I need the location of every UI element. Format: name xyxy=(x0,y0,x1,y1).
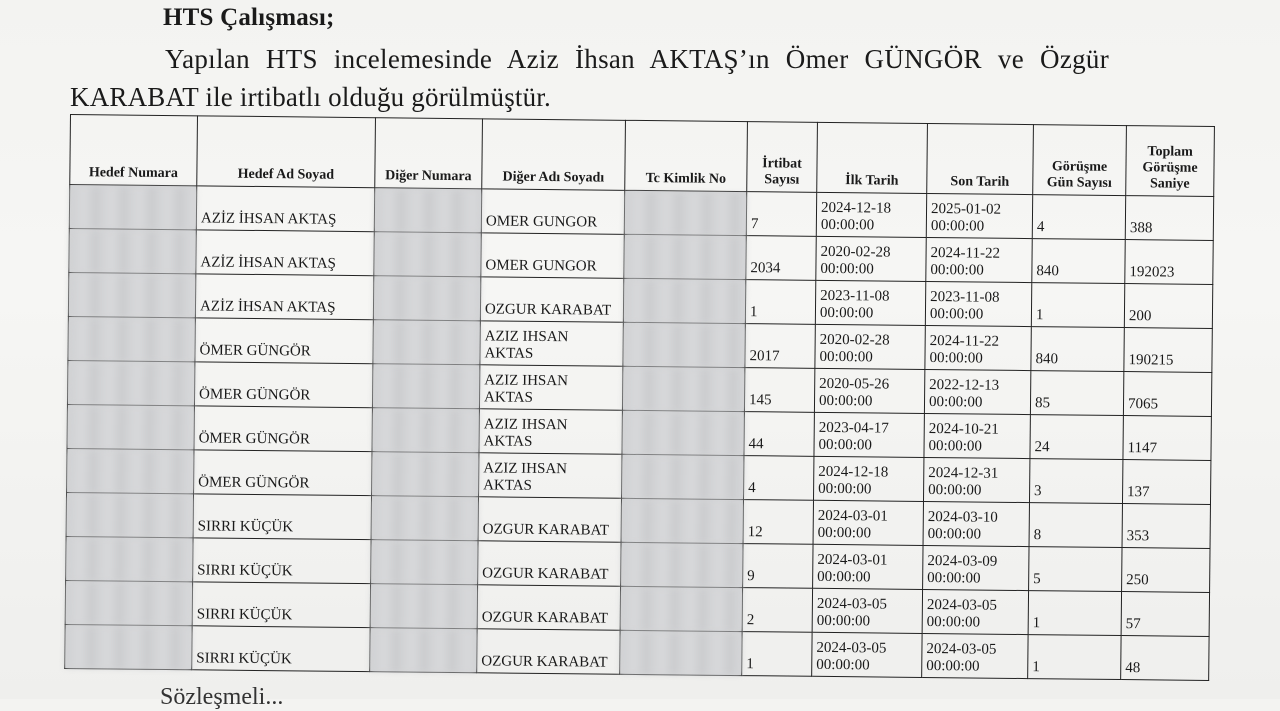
cell-gorusme-gun-sayisi: 840 xyxy=(1031,327,1124,372)
cell-diger-adi-soyadi: OZGUR KARABAT xyxy=(480,277,623,322)
paragraph-line-1: Yapılan HTS incelemesinde Aziz İhsan AKTAŞ’ın Ömer GÜNGÖR ve Özgür xyxy=(165,44,1109,74)
cell-irtibat-sayisi: 2017 xyxy=(745,324,815,369)
redacted-diger-numara xyxy=(373,320,480,365)
cell-gorusme-gun-sayisi: 1 xyxy=(1028,635,1121,680)
cell-irtibat-sayisi: 1 xyxy=(745,280,815,325)
redaction-blur xyxy=(68,319,194,361)
cell-diger-adi-soyadi: OMER GUNGOR xyxy=(481,189,624,234)
cell-son-tarih: 2024-11-22 00:00:00 xyxy=(925,325,1031,370)
cell-gorusme-gun-sayisi: 8 xyxy=(1029,503,1122,548)
redaction-blur xyxy=(621,589,742,631)
redaction-blur xyxy=(373,322,479,364)
cell-irtibat-sayisi: 9 xyxy=(743,544,813,589)
cell-hedef-ad-soyad: ÖMER GÜNGÖR xyxy=(194,450,372,496)
cell-son-tarih: 2024-03-09 00:00:00 xyxy=(923,545,1029,590)
cell-ilk-tarih: 2024-12-18 00:00:00 xyxy=(813,456,923,501)
cell-gorusme-gun-sayisi: 1 xyxy=(1031,283,1124,328)
redacted-diger-numara xyxy=(372,452,479,497)
cell-son-tarih: 2024-10-21 00:00:00 xyxy=(924,413,1030,458)
redaction-blur xyxy=(68,363,194,405)
redacted-diger-numara xyxy=(371,540,478,585)
redaction-blur xyxy=(623,369,744,411)
cell-diger-adi-soyadi: OZGUR KARABAT xyxy=(477,629,620,674)
redaction-blur xyxy=(625,193,746,235)
redaction-blur xyxy=(372,410,478,452)
cell-ilk-tarih: 2020-02-28 00:00:00 xyxy=(816,236,926,281)
cell-hedef-ad-soyad: SIRRI KÜÇÜK xyxy=(193,494,371,540)
redaction-blur xyxy=(620,633,741,675)
cell-son-tarih: 2024-03-10 00:00:00 xyxy=(923,501,1029,546)
redaction-blur xyxy=(622,457,743,499)
cell-hedef-ad-soyad: SIRRI KÜÇÜK xyxy=(192,582,370,628)
cell-diger-adi-soyadi: OZGUR KARABAT xyxy=(478,541,621,586)
cell-son-tarih: 2022-12-13 00:00:00 xyxy=(924,369,1030,414)
redacted-diger-numara xyxy=(370,584,477,629)
cell-ilk-tarih: 2020-05-26 00:00:00 xyxy=(814,368,924,413)
cell-son-tarih: 2024-03-05 00:00:00 xyxy=(922,589,1028,634)
redacted-tc-kimlik-no xyxy=(622,454,744,499)
cell-ilk-tarih: 2020-02-28 00:00:00 xyxy=(815,324,925,369)
cell-gorusme-gun-sayisi: 85 xyxy=(1030,371,1123,416)
cell-hedef-ad-soyad: AZİZ İHSAN AKTAŞ xyxy=(195,274,373,320)
redacted-diger-numara xyxy=(373,276,480,321)
redacted-tc-kimlik-no xyxy=(624,190,746,235)
redaction-blur xyxy=(66,583,192,625)
redacted-hedef-numara xyxy=(69,185,196,230)
redaction-blur xyxy=(67,451,193,493)
cell-son-tarih: 2024-03-05 00:00:00 xyxy=(922,633,1028,678)
redacted-diger-numara xyxy=(370,628,477,673)
cell-diger-adi-soyadi: AZIZ IHSAN AKTAS xyxy=(480,321,623,366)
redaction-blur xyxy=(70,187,196,229)
redacted-diger-numara xyxy=(371,496,478,541)
cell-ilk-tarih: 2024-03-01 00:00:00 xyxy=(813,500,923,545)
redaction-blur xyxy=(370,630,476,672)
hts-table xyxy=(64,114,1215,681)
redacted-tc-kimlik-no xyxy=(621,542,743,587)
paragraph-line-2: KARABAT ile irtibatlı olduğu görülmüştür. xyxy=(70,82,551,112)
cell-irtibat-sayisi: 2034 xyxy=(746,236,816,281)
redaction-blur xyxy=(371,542,477,584)
cell-irtibat-sayisi: 145 xyxy=(744,368,814,413)
redacted-diger-numara xyxy=(372,408,479,453)
redacted-hedef-numara xyxy=(65,624,192,669)
redacted-hedef-numara xyxy=(67,404,194,449)
cell-irtibat-sayisi: 1 xyxy=(742,632,812,677)
redacted-tc-kimlik-no xyxy=(621,498,743,543)
cell-diger-adi-soyadi: AZIZ IHSAN AKTAS xyxy=(479,365,622,410)
redacted-tc-kimlik-no xyxy=(623,322,745,367)
redaction-blur xyxy=(68,407,194,449)
redacted-hedef-numara xyxy=(68,272,195,317)
cell-irtibat-sayisi: 12 xyxy=(743,500,813,545)
redaction-blur xyxy=(624,281,745,323)
cell-gorusme-gun-sayisi: 5 xyxy=(1029,547,1122,592)
cell-ilk-tarih: 2023-04-17 00:00:00 xyxy=(814,412,924,457)
column-header: Diğer Adı Soyadı xyxy=(482,119,626,190)
redacted-hedef-numara xyxy=(66,536,193,581)
column-header: Toplam Görüşme Saniye xyxy=(1126,126,1215,197)
redacted-hedef-numara xyxy=(68,316,195,361)
redaction-blur xyxy=(624,237,745,279)
redaction-blur xyxy=(375,190,481,232)
cell-hedef-ad-soyad: SIRRI KÜÇÜK xyxy=(193,538,371,584)
redacted-diger-numara xyxy=(372,364,479,409)
cell-gorusme-gun-sayisi: 24 xyxy=(1030,415,1123,460)
cell-toplam-gorusme-saniye: 200 xyxy=(1124,284,1212,329)
cell-diger-adi-soyadi: OMER GUNGOR xyxy=(481,233,624,278)
redaction-blur xyxy=(373,366,479,408)
redacted-hedef-numara xyxy=(66,492,193,537)
cell-toplam-gorusme-saniye: 48 xyxy=(1121,636,1209,681)
redacted-tc-kimlik-no xyxy=(622,366,744,411)
cell-ilk-tarih: 2023-11-08 00:00:00 xyxy=(815,280,925,325)
redaction-blur xyxy=(69,275,195,317)
cell-irtibat-sayisi: 2 xyxy=(742,588,812,633)
column-header: Diğer Numara xyxy=(375,118,483,189)
redaction-blur xyxy=(66,539,192,581)
column-header: Görüşme Gün Sayısı xyxy=(1033,125,1127,196)
column-header: Hedef Ad Soyad xyxy=(197,116,376,188)
redaction-blur xyxy=(372,498,478,540)
redacted-tc-kimlik-no xyxy=(624,234,746,279)
redaction-blur xyxy=(374,234,480,276)
cell-toplam-gorusme-saniye: 7065 xyxy=(1123,372,1211,417)
redacted-tc-kimlik-no xyxy=(620,630,742,675)
cell-diger-adi-soyadi: OZGUR KARABAT xyxy=(478,497,621,542)
cell-hedef-ad-soyad: SIRRI KÜÇÜK xyxy=(192,626,370,672)
redacted-hedef-numara xyxy=(69,228,196,273)
cell-son-tarih: 2024-12-31 00:00:00 xyxy=(923,457,1029,502)
cell-hedef-ad-soyad: AZİZ İHSAN AKTAŞ xyxy=(196,186,374,232)
cell-son-tarih: 2023-11-08 00:00:00 xyxy=(925,281,1031,326)
redacted-tc-kimlik-no xyxy=(623,278,745,323)
redaction-blur xyxy=(69,231,195,273)
cell-toplam-gorusme-saniye: 388 xyxy=(1125,196,1213,241)
cell-toplam-gorusme-saniye: 250 xyxy=(1122,548,1210,593)
column-header: Son Tarih xyxy=(927,123,1034,194)
cell-son-tarih: 2024-11-22 00:00:00 xyxy=(926,237,1032,282)
cell-son-tarih: 2025-01-02 00:00:00 xyxy=(926,193,1032,238)
redacted-diger-numara xyxy=(374,232,481,277)
cell-toplam-gorusme-saniye: 353 xyxy=(1122,504,1210,549)
cell-hedef-ad-soyad: ÖMER GÜNGÖR xyxy=(195,318,373,364)
section-heading: HTS Çalışması; xyxy=(163,4,335,31)
cell-gorusme-gun-sayisi: 3 xyxy=(1029,459,1122,504)
redacted-hedef-numara xyxy=(67,448,194,493)
redaction-blur xyxy=(623,325,744,367)
redacted-tc-kimlik-no xyxy=(622,410,744,455)
cell-diger-adi-soyadi: AZIZ IHSAN AKTAS xyxy=(479,453,622,498)
cell-hedef-ad-soyad: ÖMER GÜNGÖR xyxy=(194,362,372,408)
table-header-row xyxy=(70,115,1215,197)
cell-diger-adi-soyadi: AZIZ IHSAN AKTAS xyxy=(479,409,622,454)
redaction-blur xyxy=(65,627,191,669)
redaction-blur xyxy=(372,454,478,496)
cell-hedef-ad-soyad: AZİZ İHSAN AKTAŞ xyxy=(196,230,374,276)
redaction-blur xyxy=(622,501,743,543)
column-header: Tc Kimlik No xyxy=(625,120,748,191)
redacted-hedef-numara xyxy=(65,580,192,625)
redaction-blur xyxy=(622,413,743,455)
cell-irtibat-sayisi: 4 xyxy=(743,456,813,501)
cell-hedef-ad-soyad: ÖMER GÜNGÖR xyxy=(194,406,372,452)
cut-off-text: Sözleşmeli... xyxy=(160,684,284,710)
cell-irtibat-sayisi: 44 xyxy=(744,412,814,457)
cell-gorusme-gun-sayisi: 4 xyxy=(1032,195,1125,240)
redaction-blur xyxy=(371,586,477,628)
cell-ilk-tarih: 2024-03-01 00:00:00 xyxy=(813,544,923,589)
column-header: İrtibat Sayısı xyxy=(747,122,818,193)
cell-ilk-tarih: 2024-03-05 00:00:00 xyxy=(812,588,922,633)
cell-toplam-gorusme-saniye: 137 xyxy=(1122,460,1210,505)
cell-toplam-gorusme-saniye: 192023 xyxy=(1125,240,1213,285)
cell-diger-adi-soyadi: OZGUR KARABAT xyxy=(477,585,620,630)
cell-gorusme-gun-sayisi: 840 xyxy=(1032,239,1125,284)
cell-ilk-tarih: 2024-03-05 00:00:00 xyxy=(812,632,922,677)
cell-gorusme-gun-sayisi: 1 xyxy=(1028,591,1121,636)
redacted-tc-kimlik-no xyxy=(620,586,742,631)
cell-toplam-gorusme-saniye: 1147 xyxy=(1123,416,1211,461)
cell-ilk-tarih: 2024-12-18 00:00:00 xyxy=(816,192,926,237)
column-header: Hedef Numara xyxy=(70,115,198,186)
column-header: İlk Tarih xyxy=(817,122,928,193)
table-body xyxy=(65,185,1214,681)
cell-toplam-gorusme-saniye: 190215 xyxy=(1124,328,1212,373)
cell-irtibat-sayisi: 7 xyxy=(746,192,816,237)
cell-toplam-gorusme-saniye: 57 xyxy=(1121,592,1209,637)
redaction-blur xyxy=(374,278,480,320)
redaction-blur xyxy=(621,545,742,587)
redacted-hedef-numara xyxy=(67,360,194,405)
redaction-blur xyxy=(67,495,193,537)
redacted-diger-numara xyxy=(374,188,481,233)
